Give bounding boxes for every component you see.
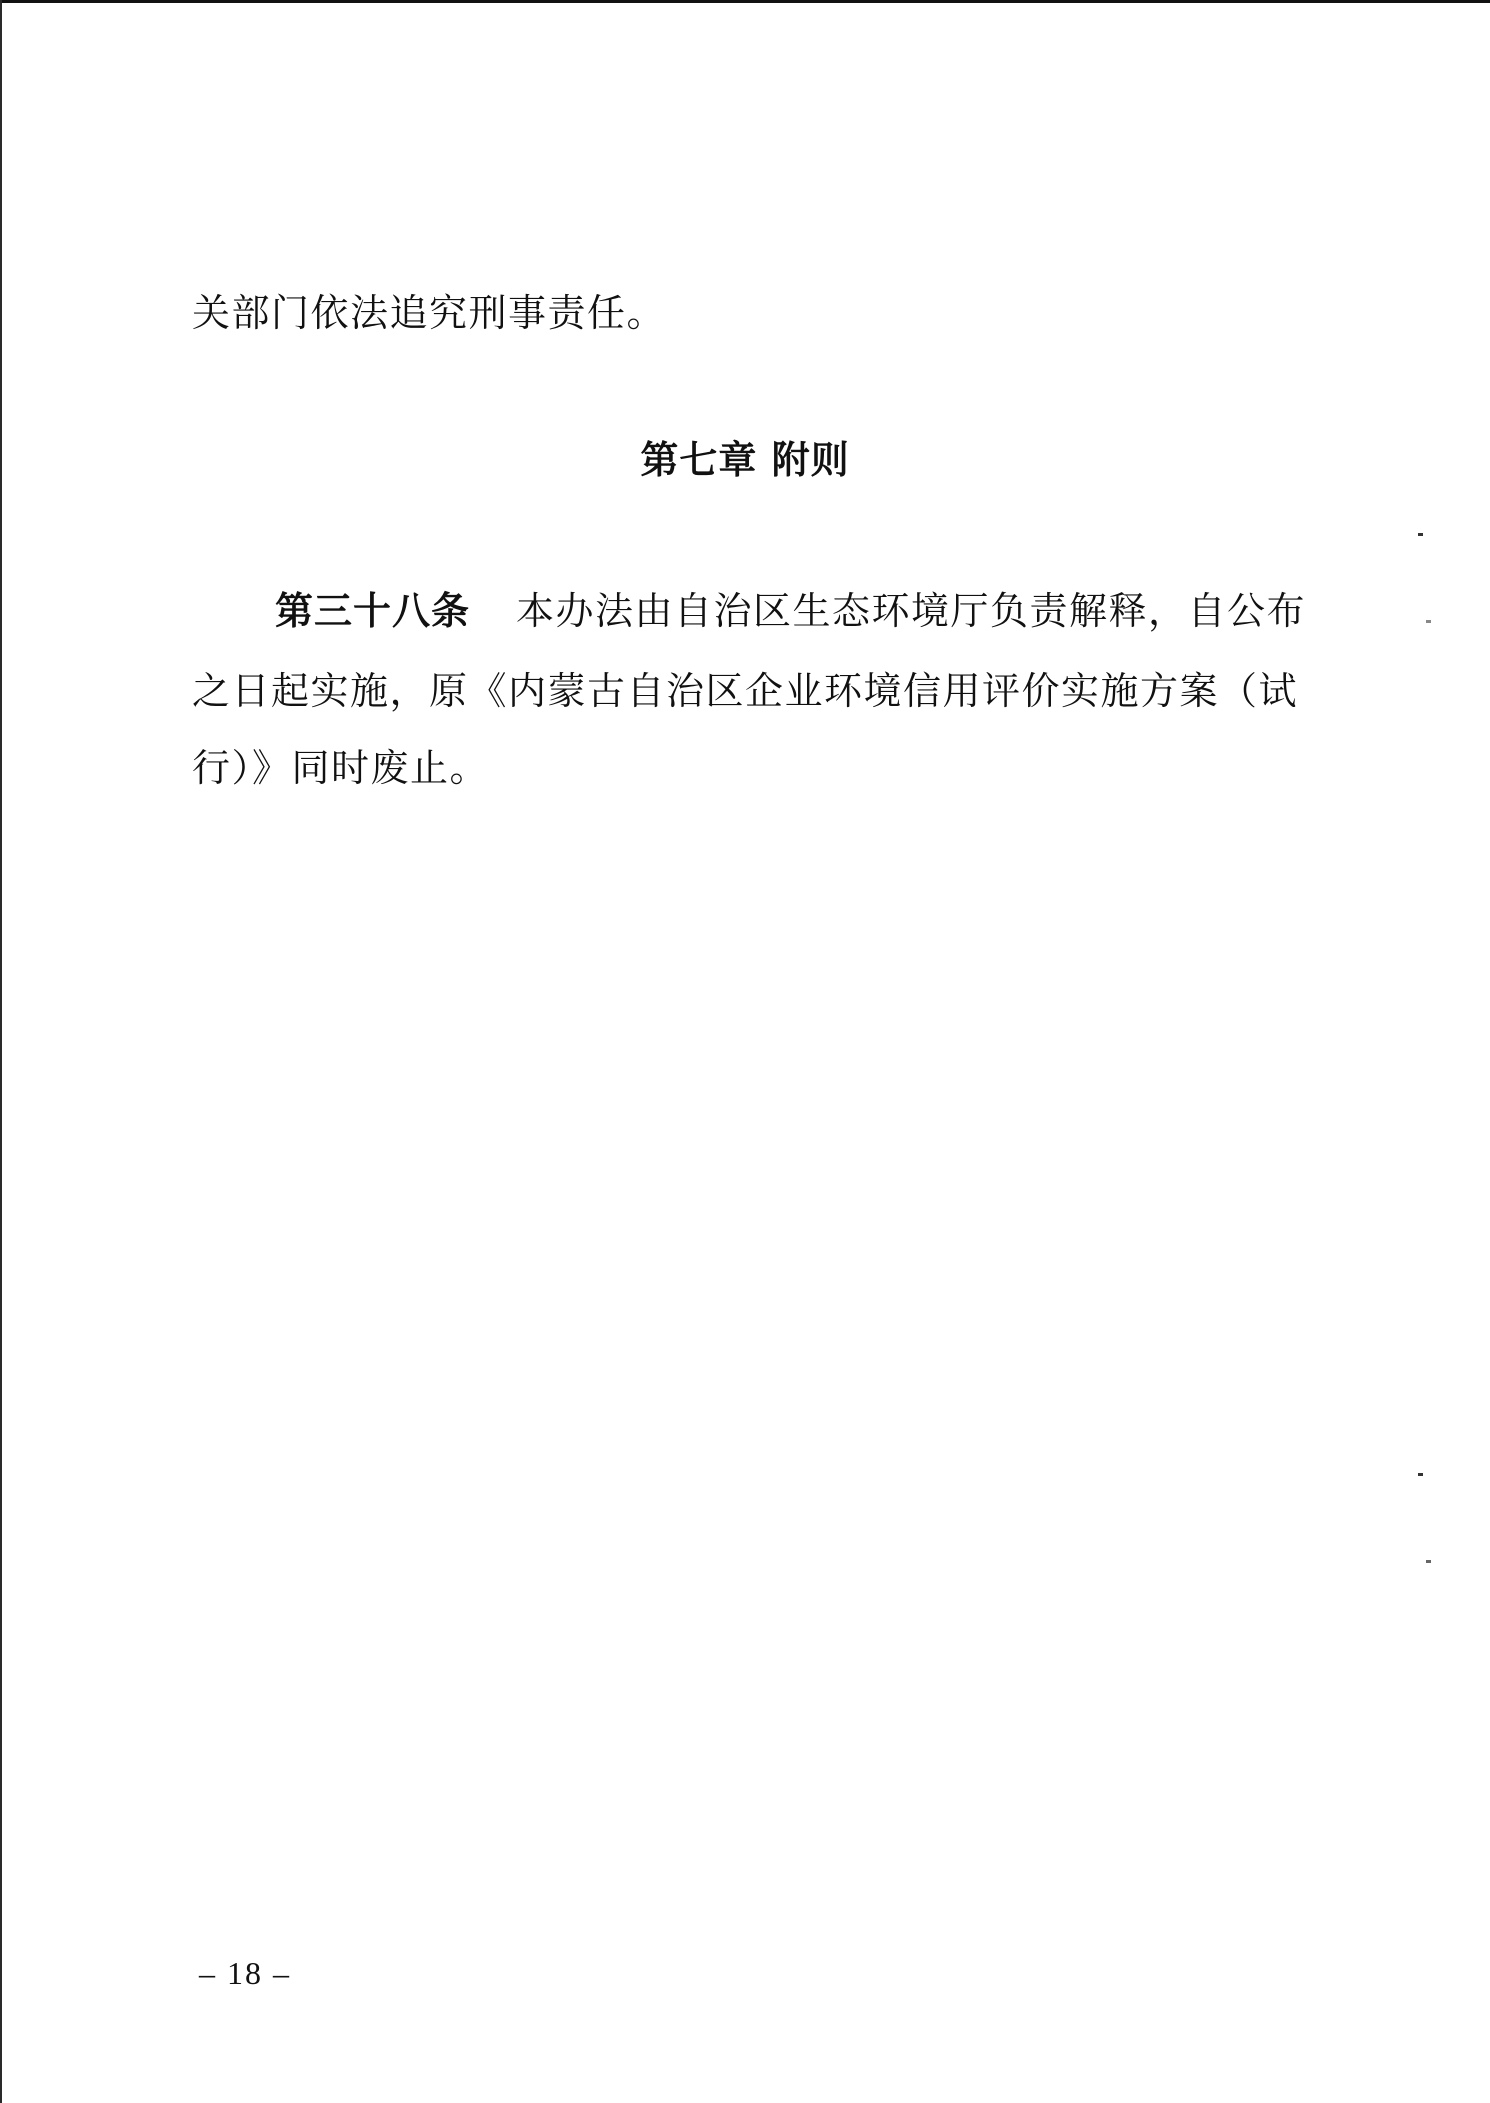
scan-mark xyxy=(1418,533,1423,536)
scan-mark xyxy=(1418,1473,1423,1476)
article-label: 第三十八条 xyxy=(275,589,471,633)
top-border-line xyxy=(0,0,1490,3)
continuation-line: 关部门依法追究刑事责任。 xyxy=(192,291,667,335)
article-text-line-2: 之日起实施，原《内蒙古自治区企业环境信用评价实施方案（试 xyxy=(192,669,1299,713)
article-line-1 xyxy=(275,589,1306,633)
page-number: – 18 – xyxy=(199,1955,291,1991)
chapter-heading: 第七章 附则 xyxy=(640,438,850,482)
article-text-line-1: 本办法由自治区生态环境厅负责解释，自公布 xyxy=(516,589,1307,633)
scan-mark xyxy=(1426,1560,1431,1563)
article-text-line-3: 行）》同时废止。 xyxy=(192,746,490,790)
left-border-line xyxy=(0,0,2,2103)
scan-mark xyxy=(1426,620,1431,623)
